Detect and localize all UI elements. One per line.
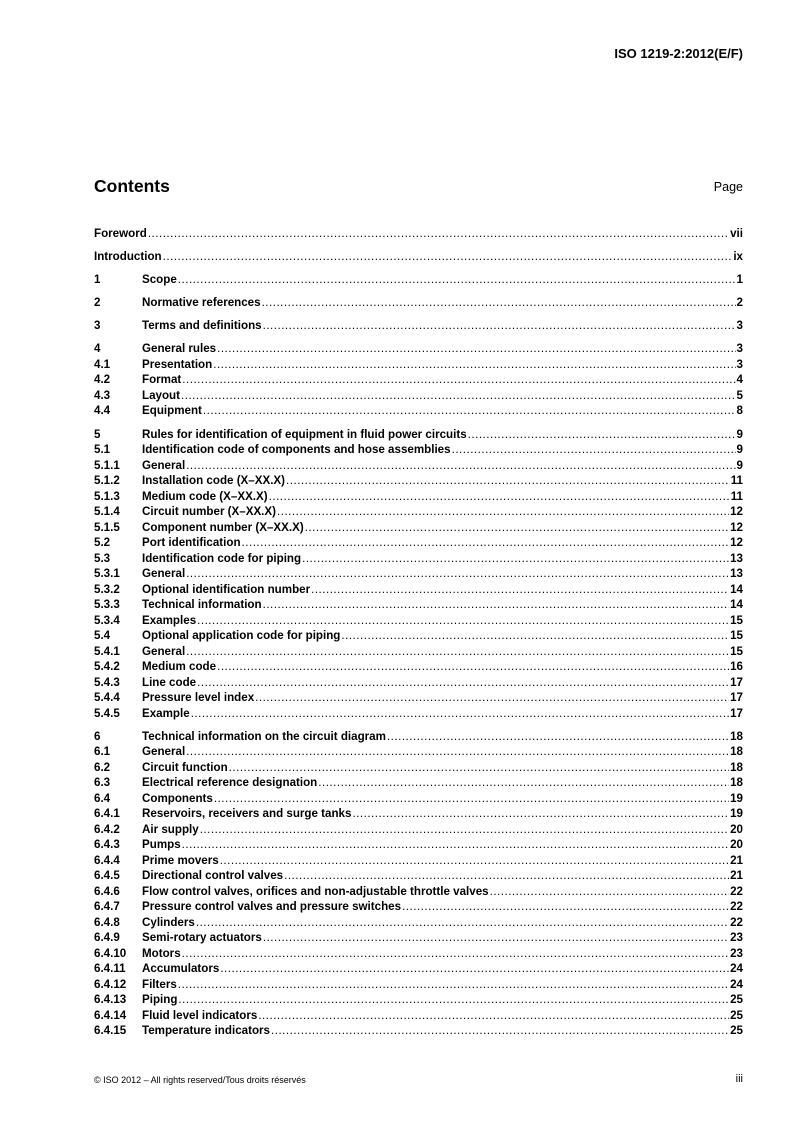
toc-group (94, 729, 743, 1039)
toc-entry-number: 5.2 (94, 536, 111, 550)
toc-entry-title: Medium code (142, 660, 217, 674)
toc-entry-page: 1 (736, 273, 743, 287)
toc-entry-number: 5.4.1 (94, 644, 120, 658)
toc-entry-number: 6 (94, 729, 101, 743)
toc-entry-number: 5.1.1 (94, 458, 120, 472)
toc-entry-number: 6.4.15 (94, 1024, 127, 1038)
toc-leader-dots (468, 427, 736, 443)
toc-entry-number: 5.3.4 (94, 613, 120, 627)
toc-entry-page: 2 (736, 296, 743, 310)
toc-entry-title: Pressure level index (142, 691, 255, 705)
toc-leader-dots (191, 706, 729, 722)
toc-entry-title: Cylinders (142, 915, 195, 929)
toc-entry-number: 6.4.9 (94, 931, 120, 945)
toc-entry-page: 12 (730, 505, 743, 519)
toc-entry-title: Terms and definitions (142, 319, 262, 333)
toc-entry-number: 6.3 (94, 776, 111, 790)
page-column-label: Page (713, 180, 743, 194)
toc-entry-title: Pumps (142, 838, 181, 852)
toc-entry-page: 14 (730, 598, 743, 612)
toc-leader-dots (213, 357, 735, 373)
toc-entry-page: 15 (730, 613, 743, 627)
toc-entry-number: 2 (94, 296, 101, 310)
toc-entry-number: 6.4.7 (94, 900, 120, 914)
toc-entry-title: Reservoirs, receivers and surge tanks (142, 807, 352, 821)
toc-entry-title: Port identification (142, 536, 241, 550)
toc-leader-dots (220, 961, 729, 977)
toc-entry-number: 5.1.3 (94, 489, 120, 503)
toc-entry-number: 4.4 (94, 404, 111, 418)
toc-leader-dots (163, 249, 733, 265)
toc-entry-page: 14 (730, 582, 743, 596)
toc-entry-page: 24 (730, 962, 743, 976)
toc-entry-title: Introduction (94, 250, 162, 264)
table-of-contents (94, 226, 743, 1046)
toc-entry[interactable] (94, 822, 743, 838)
toc-leader-dots (229, 760, 729, 776)
toc-entry[interactable] (94, 837, 743, 853)
toc-entry-number: 5.3.2 (94, 582, 120, 596)
toc-entry[interactable] (94, 760, 743, 776)
toc-entry-number: 5.4.3 (94, 675, 120, 689)
toc-group (94, 249, 743, 265)
toc-leader-dots (263, 318, 736, 334)
toc-entry-number: 6.4.2 (94, 822, 120, 836)
toc-leader-dots (182, 372, 735, 388)
toc-leader-dots (352, 806, 729, 822)
toc-entry[interactable] (94, 226, 743, 242)
toc-leader-dots (181, 388, 736, 404)
toc-entry-page: 23 (730, 931, 743, 945)
contents-title: Contents (94, 176, 170, 196)
toc-entry[interactable] (94, 706, 743, 722)
toc-entry[interactable] (94, 744, 743, 760)
toc-entry-number: 6.4.13 (94, 993, 127, 1007)
toc-entry-number: 6.4.3 (94, 838, 120, 852)
toc-entry[interactable] (94, 659, 743, 675)
toc-entry-number: 6.2 (94, 760, 111, 774)
toc-entry-page: 22 (730, 884, 743, 898)
toc-entry-page: 22 (730, 900, 743, 914)
toc-entry-number: 6.4.1 (94, 807, 120, 821)
toc-entry[interactable] (94, 977, 743, 993)
toc-entry-title: Technical information (142, 598, 262, 612)
toc-leader-dots (196, 915, 729, 931)
toc-leader-dots (186, 566, 729, 582)
toc-entry-title: Flow control valves, orifices and non-adjustable throttle valves (142, 884, 489, 898)
toc-entry-title: Example (142, 706, 190, 720)
toc-entry-title: Medium code (X–XX.X) (142, 489, 268, 503)
toc-entry-page: 13 (730, 551, 743, 565)
toc-group (94, 226, 743, 242)
toc-entry[interactable] (94, 473, 743, 489)
toc-leader-dots (311, 582, 729, 598)
toc-entry[interactable] (94, 341, 743, 357)
toc-leader-dots (178, 992, 729, 1008)
toc-entry[interactable] (94, 628, 743, 644)
toc-entry-title: Scope (142, 273, 177, 287)
toc-entry-title: Optional application code for piping (142, 629, 341, 643)
toc-entry-title: Optional identification number (142, 582, 311, 596)
toc-entry-page: 5 (736, 388, 743, 402)
toc-entry[interactable] (94, 899, 743, 915)
toc-entry-page: 3 (736, 357, 743, 371)
toc-leader-dots (318, 775, 729, 791)
toc-entry-title: Prime movers (142, 853, 219, 867)
toc-leader-dots (220, 853, 729, 869)
toc-entry-page: 9 (736, 427, 743, 441)
toc-entry[interactable] (94, 613, 743, 629)
toc-leader-dots (302, 551, 729, 567)
toc-entry[interactable] (94, 520, 743, 536)
toc-entry-title: General (142, 745, 186, 759)
toc-entry-title: Format (142, 373, 182, 387)
toc-leader-dots (271, 1023, 729, 1039)
toc-entry-page: 21 (730, 853, 743, 867)
toc-entry-page: 18 (730, 745, 743, 759)
toc-entry[interactable] (94, 775, 743, 791)
toc-group (94, 427, 743, 722)
toc-entry-title: Motors (142, 946, 181, 960)
toc-entry-page: 18 (730, 776, 743, 790)
toc-leader-dots (217, 659, 729, 675)
toc-entry-number: 5.4.5 (94, 706, 120, 720)
toc-entry-page: 25 (730, 1024, 743, 1038)
toc-leader-dots (269, 489, 730, 505)
toc-entry-number: 5.1.5 (94, 520, 120, 534)
toc-entry-number: 4 (94, 342, 101, 356)
toc-entry-number: 5.3.3 (94, 598, 120, 612)
toc-entry-title: Line code (142, 675, 197, 689)
toc-entry-number: 5.3 (94, 551, 111, 565)
toc-entry-title: General (142, 567, 186, 581)
toc-entry-number: 4.1 (94, 357, 111, 371)
toc-entry-page: 21 (730, 869, 743, 883)
toc-entry-page: 3 (736, 342, 743, 356)
toc-entry[interactable] (94, 1023, 743, 1039)
toc-group (94, 318, 743, 334)
toc-leader-dots (305, 520, 729, 536)
toc-entry[interactable] (94, 318, 743, 334)
toc-entry-number: 6.4.8 (94, 915, 120, 929)
toc-entry-title: Fluid level indicators (142, 1008, 258, 1022)
toc-entry-title: General (142, 644, 186, 658)
toc-leader-dots (197, 613, 729, 629)
toc-entry-title: Circuit function (142, 760, 228, 774)
toc-entry-page: 12 (730, 536, 743, 550)
toc-leader-dots (452, 442, 736, 458)
toc-entry-page: 9 (736, 443, 743, 457)
toc-entry[interactable] (94, 582, 743, 598)
toc-entry-page: 4 (736, 373, 743, 387)
toc-entry-page: 11 (730, 489, 743, 503)
toc-entry-title: Directional control valves (142, 869, 284, 883)
toc-entry[interactable] (94, 551, 743, 567)
toc-entry-page: 18 (730, 760, 743, 774)
toc-entry[interactable] (94, 295, 743, 311)
toc-entry[interactable] (94, 442, 743, 458)
toc-entry-title: Pressure control valves and pressure switches (142, 900, 402, 914)
toc-entry[interactable] (94, 806, 743, 822)
toc-leader-dots (214, 791, 729, 807)
toc-entry-number: 3 (94, 319, 101, 333)
toc-entry[interactable] (94, 729, 743, 745)
toc-entry[interactable] (94, 372, 743, 388)
toc-entry-number: 6.4.6 (94, 884, 120, 898)
toc-entry-title: Air supply (142, 822, 199, 836)
toc-entry-page: 22 (730, 915, 743, 929)
toc-entry-page: vii (730, 227, 743, 240)
toc-entry[interactable] (94, 489, 743, 505)
toc-leader-dots (182, 837, 729, 853)
toc-entry[interactable] (94, 644, 743, 660)
toc-entry-title: Accumulators (142, 962, 220, 976)
toc-entry[interactable] (94, 597, 743, 613)
toc-entry[interactable] (94, 504, 743, 520)
toc-entry-title: Circuit number (X–XX.X) (142, 505, 276, 519)
toc-entry-page: 20 (730, 822, 743, 836)
toc-entry-page: 17 (730, 706, 743, 720)
toc-entry[interactable] (94, 915, 743, 931)
toc-entry-number: 6.4.11 (94, 962, 126, 976)
toc-entry[interactable] (94, 403, 743, 419)
toc-entry-number: 5 (94, 427, 101, 441)
toc-entry[interactable] (94, 992, 743, 1008)
toc-entry-number: 6.4.14 (94, 1008, 127, 1022)
toc-entry-number: 5.1.2 (94, 474, 120, 488)
toc-leader-dots (284, 868, 729, 884)
toc-entry[interactable] (94, 690, 743, 706)
toc-leader-dots (490, 884, 729, 900)
toc-entry-number: 5.1.4 (94, 505, 120, 519)
toc-entry-number: 6.1 (94, 745, 111, 759)
toc-entry-page: 24 (730, 977, 743, 991)
toc-entry-page: 25 (730, 993, 743, 1007)
toc-entry-title: Examples (142, 613, 197, 627)
toc-entry-title: Electrical reference designation (142, 776, 318, 790)
toc-leader-dots (263, 597, 729, 613)
toc-leader-dots (186, 644, 729, 660)
toc-entry[interactable] (94, 884, 743, 900)
toc-entry[interactable] (94, 853, 743, 869)
toc-entry-number: 4.3 (94, 388, 111, 402)
toc-entry-page: 17 (730, 675, 743, 689)
toc-entry[interactable] (94, 249, 743, 265)
toc-entry-page: 23 (730, 946, 743, 960)
toc-leader-dots (203, 403, 736, 419)
toc-entry-page: 15 (730, 644, 743, 658)
page-number: iii (735, 1073, 743, 1085)
toc-entry-page: 16 (730, 660, 743, 674)
toc-entry-page: 20 (730, 838, 743, 852)
toc-leader-dots (263, 930, 729, 946)
toc-leader-dots (341, 628, 729, 644)
toc-entry-number: 5.4.2 (94, 660, 120, 674)
toc-entry-title: Temperature indicators (142, 1024, 270, 1038)
toc-entry[interactable] (94, 535, 743, 551)
toc-entry-page: 19 (730, 807, 743, 821)
toc-entry[interactable] (94, 272, 743, 288)
toc-entry-title: Semi-rotary actuators (142, 931, 262, 945)
toc-entry-number: 5.3.1 (94, 567, 120, 581)
toc-entry-title: Identification code of components and hose assemblies (142, 443, 451, 457)
toc-entry[interactable] (94, 427, 743, 443)
toc-entry-title: Installation code (X–XX.X) (142, 474, 286, 488)
toc-entry-title: Presentation (142, 357, 213, 371)
toc-entry-page: 9 (736, 458, 743, 472)
toc-leader-dots (200, 822, 729, 838)
toc-entry-title: Equipment (142, 404, 202, 418)
toc-entry-number: 6.4.10 (94, 946, 127, 960)
toc-entry-title: Identification code for piping (142, 551, 302, 565)
toc-entry-number: 6.4.4 (94, 853, 120, 867)
toc-entry-number: 6.4 (94, 791, 111, 805)
toc-entry-page: 13 (730, 567, 743, 581)
toc-leader-dots (182, 946, 729, 962)
toc-leader-dots (186, 458, 735, 474)
toc-leader-dots (255, 690, 729, 706)
toc-entry-page: 25 (730, 1008, 743, 1022)
toc-entry-page: ix (733, 250, 743, 264)
toc-entry-page: 11 (730, 474, 743, 488)
toc-entry[interactable] (94, 868, 743, 884)
toc-entry[interactable] (94, 388, 743, 404)
toc-entry[interactable] (94, 946, 743, 962)
toc-leader-dots (387, 729, 729, 745)
toc-entry-page: 18 (730, 729, 743, 743)
toc-entry-number: 5.4 (94, 629, 111, 643)
toc-entry-page: 12 (730, 520, 743, 534)
document-id: ISO 1219-2:2012(E/F) (614, 46, 743, 61)
toc-entry-title: Foreword (94, 227, 147, 240)
toc-entry[interactable] (94, 357, 743, 373)
toc-leader-dots (217, 341, 735, 357)
copyright-notice: © ISO 2012 – All rights reserved/Tous droits réservés (94, 1075, 306, 1085)
toc-leader-dots (186, 744, 729, 760)
toc-entry-title: Piping (142, 993, 178, 1007)
toc-entry[interactable] (94, 930, 743, 946)
toc-entry-number: 5.4.4 (94, 691, 120, 705)
toc-entry[interactable] (94, 675, 743, 691)
toc-group (94, 341, 743, 419)
toc-entry-title: General (142, 458, 186, 472)
toc-entry[interactable] (94, 1008, 743, 1024)
toc-entry-title: General rules (142, 342, 217, 356)
toc-leader-dots (258, 1008, 729, 1024)
toc-entry-title: Normative references (142, 296, 261, 310)
toc-entry-number: 4.2 (94, 373, 111, 387)
toc-entry-page: 3 (736, 319, 743, 333)
toc-entry-page: 15 (730, 629, 743, 643)
toc-leader-dots (402, 899, 729, 915)
toc-leader-dots (197, 675, 729, 691)
toc-entry-title: Rules for identification of equipment in fluid power circuits (142, 427, 467, 441)
toc-leader-dots (277, 504, 729, 520)
toc-entry[interactable] (94, 791, 743, 807)
toc-leader-dots (286, 473, 730, 489)
toc-entry[interactable] (94, 961, 743, 977)
toc-leader-dots (262, 295, 736, 311)
toc-entry-page: 17 (730, 691, 743, 705)
toc-entry-page: 19 (730, 791, 743, 805)
toc-leader-dots (178, 272, 736, 288)
toc-entry-number: 1 (94, 273, 101, 287)
toc-entry-title: Component number (X–XX.X) (142, 520, 304, 534)
toc-leader-dots (148, 226, 729, 242)
toc-entry-number: 5.1 (94, 443, 111, 457)
toc-leader-dots (242, 535, 730, 551)
toc-entry-page: 8 (736, 404, 743, 418)
toc-leader-dots (178, 977, 729, 993)
toc-group (94, 295, 743, 311)
toc-entry-title: Layout (142, 388, 181, 402)
toc-entry[interactable] (94, 458, 743, 474)
toc-entry-title: Technical information on the circuit diagram (142, 729, 386, 743)
toc-entry-title: Filters (142, 977, 177, 991)
toc-entry-number: 6.4.5 (94, 869, 120, 883)
toc-entry-title: Components (142, 791, 213, 805)
toc-entry[interactable] (94, 566, 743, 582)
toc-group (94, 272, 743, 288)
toc-entry-number: 6.4.12 (94, 977, 127, 991)
